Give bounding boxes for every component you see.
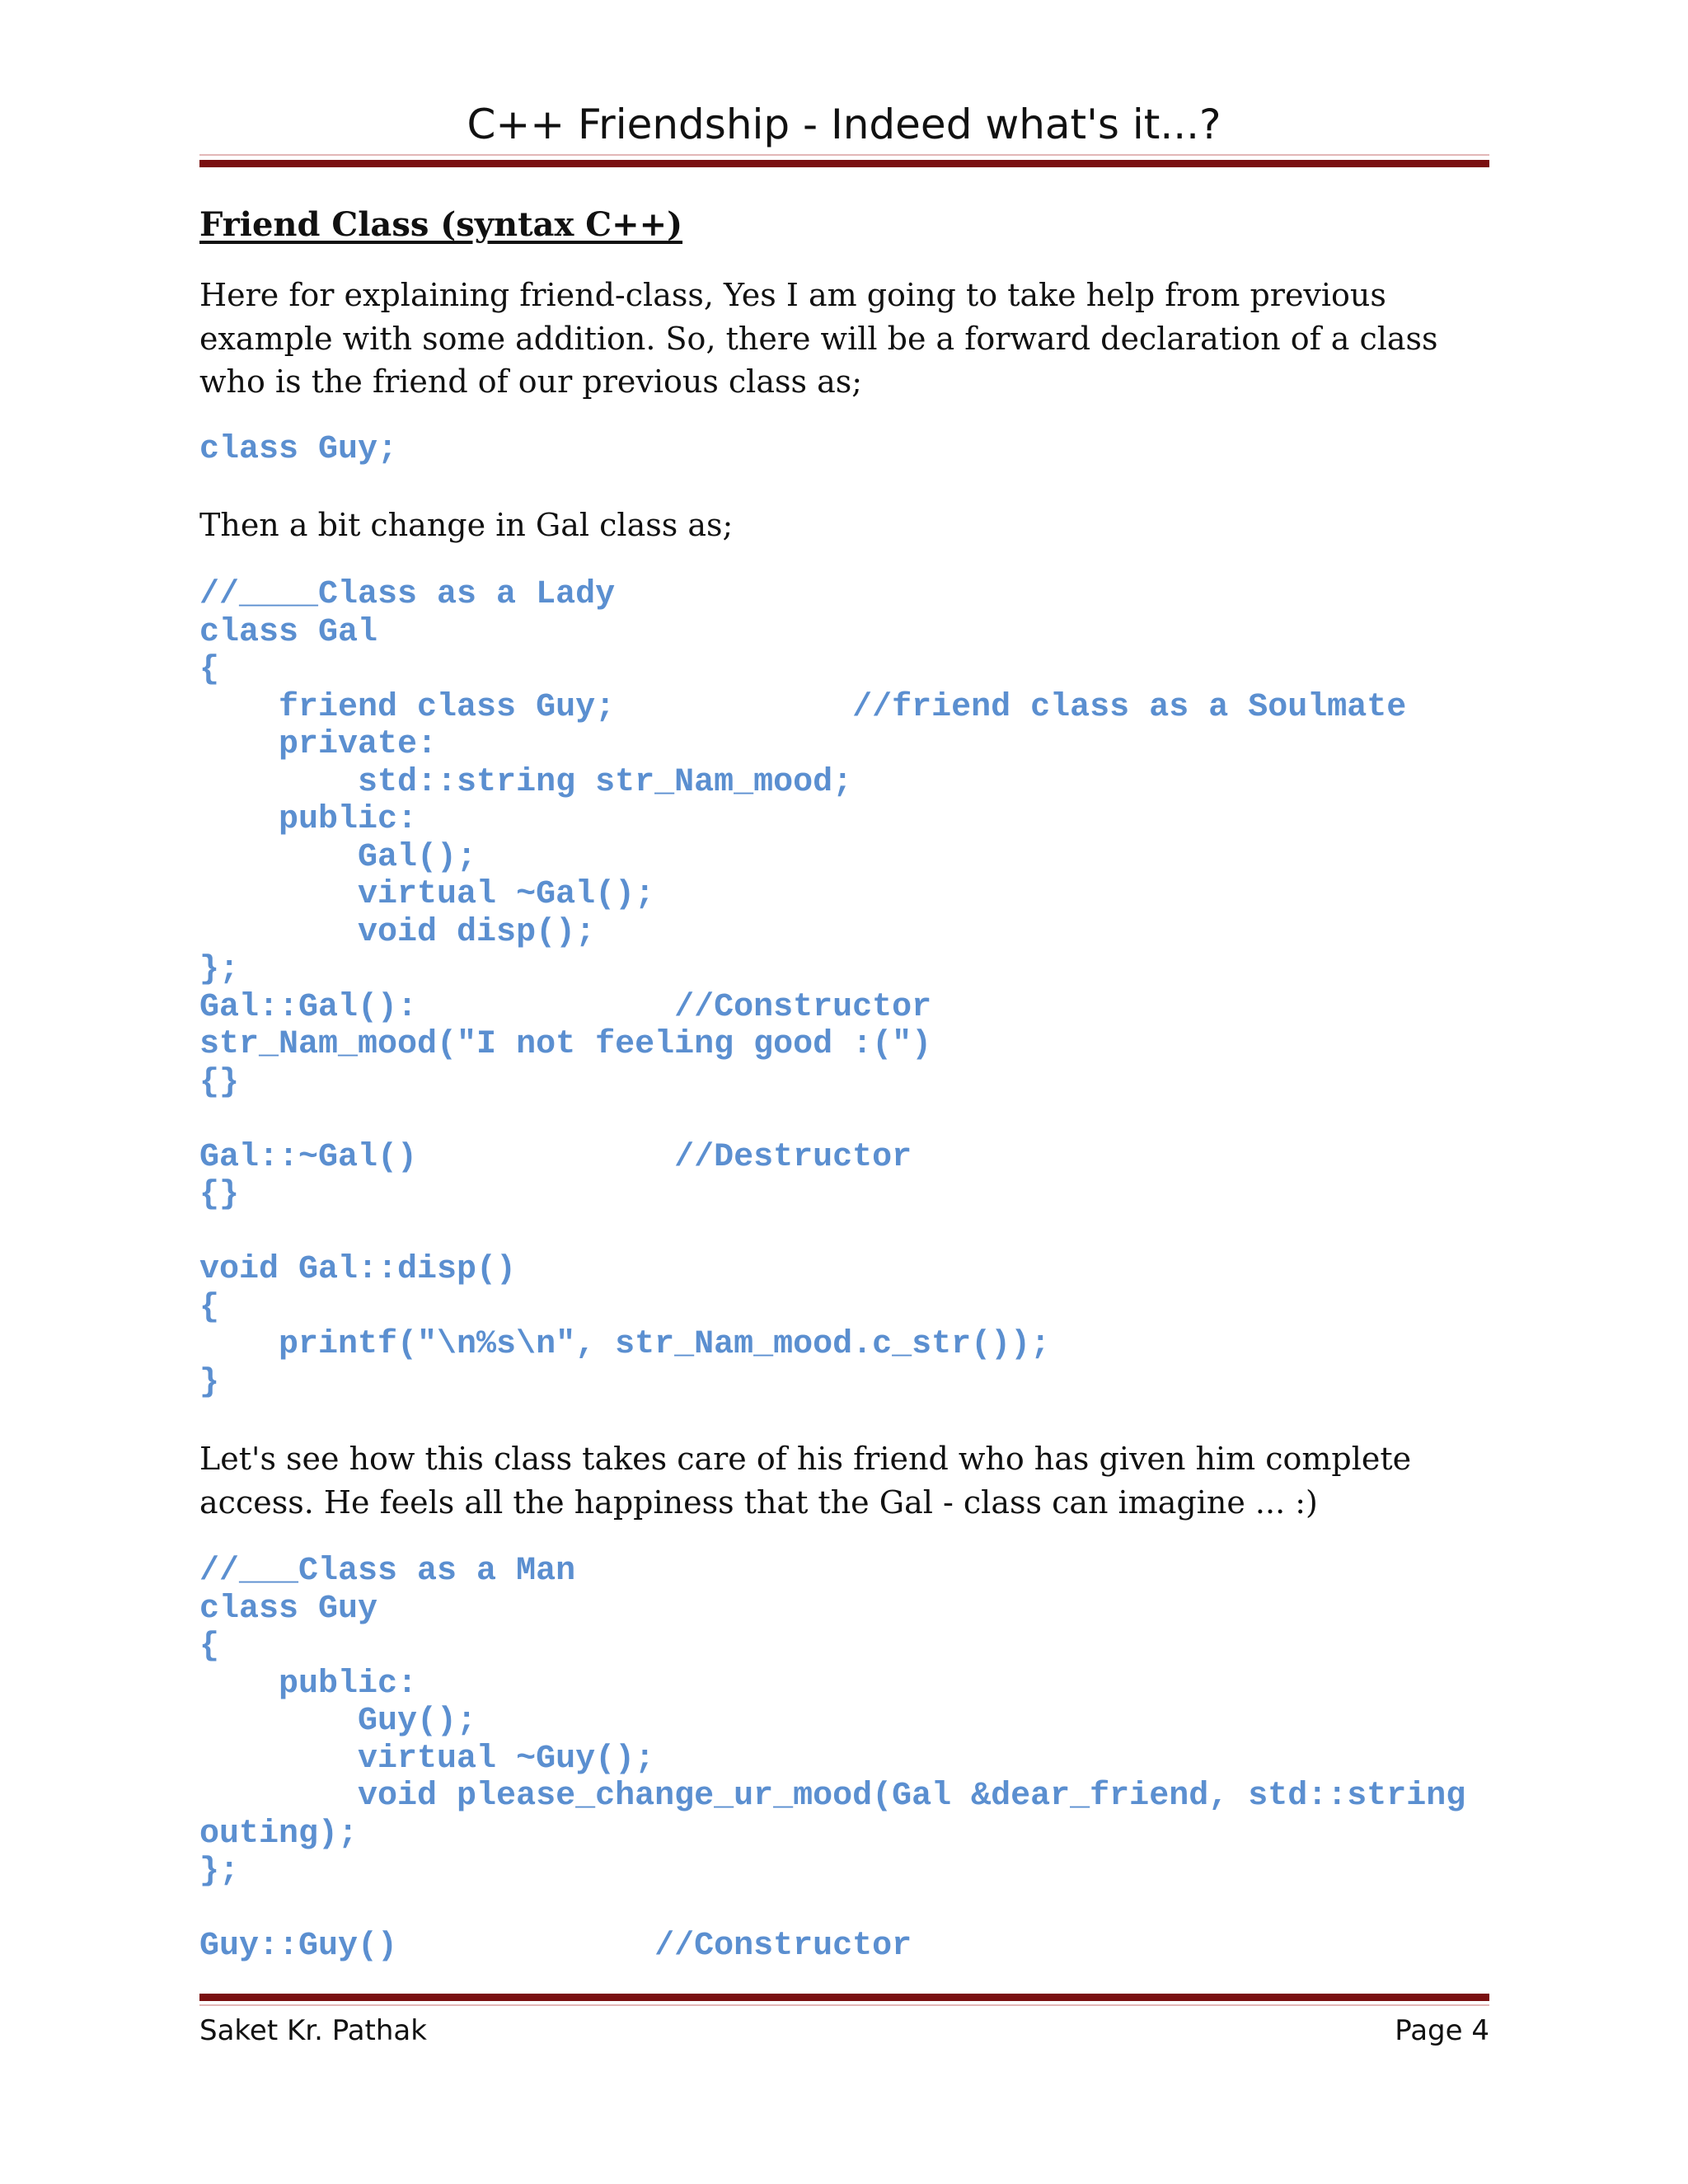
header-rule-thin (199, 154, 1489, 156)
code-guy-class: //___Class as a Man class Guy { public: Guy(); virtual ~Guy(); void please_change_ur_mood(Gal &dear_friend, std::string outing); }; Guy::Guy() //Constructor (199, 1553, 1466, 1965)
code-forward-declaration: class Guy; (199, 431, 398, 468)
footer-rule-thin (199, 2004, 1489, 2006)
section-heading: Friend Class (syntax C++) (199, 205, 683, 244)
paragraph-guy-intro: Let's see how this class takes care of his friend who has given him complete access. He feels all the happiness that the Gal - class can imagine ... :) (199, 1441, 1412, 1521)
footer-page-number: Page 4 (1395, 2014, 1489, 2047)
paragraph-gal-change: Then a bit change in Gal class as; (199, 507, 734, 543)
paragraph-intro: Here for explaining friend-class, Yes I am going to take help from previous example with some addition. So, there will be a forward declaration of a class who is the friend of our previous class as; (199, 277, 1438, 400)
page-header-title: C++ Friendship - Indeed what's it...? (467, 101, 1221, 148)
code-gal-class: //____Class as a Lady class Gal { friend class Guy; //friend class as a Soulmate private: std::string str_Nam_mood; public: Gal(); virtual ~Gal(); void disp(); }; Gal::Gal(): //Constructor str_Nam_mood("I not feeling good :(") {} Gal::~Gal() //Destructor {} void Gal::disp() { printf("\n%s\n", str_Nam_mood.c_str()); } (199, 576, 1407, 1401)
footer-rule-thick (199, 1994, 1489, 2001)
footer-author: Saket Kr. Pathak (199, 2014, 427, 2047)
header-rule-thick (199, 160, 1489, 167)
